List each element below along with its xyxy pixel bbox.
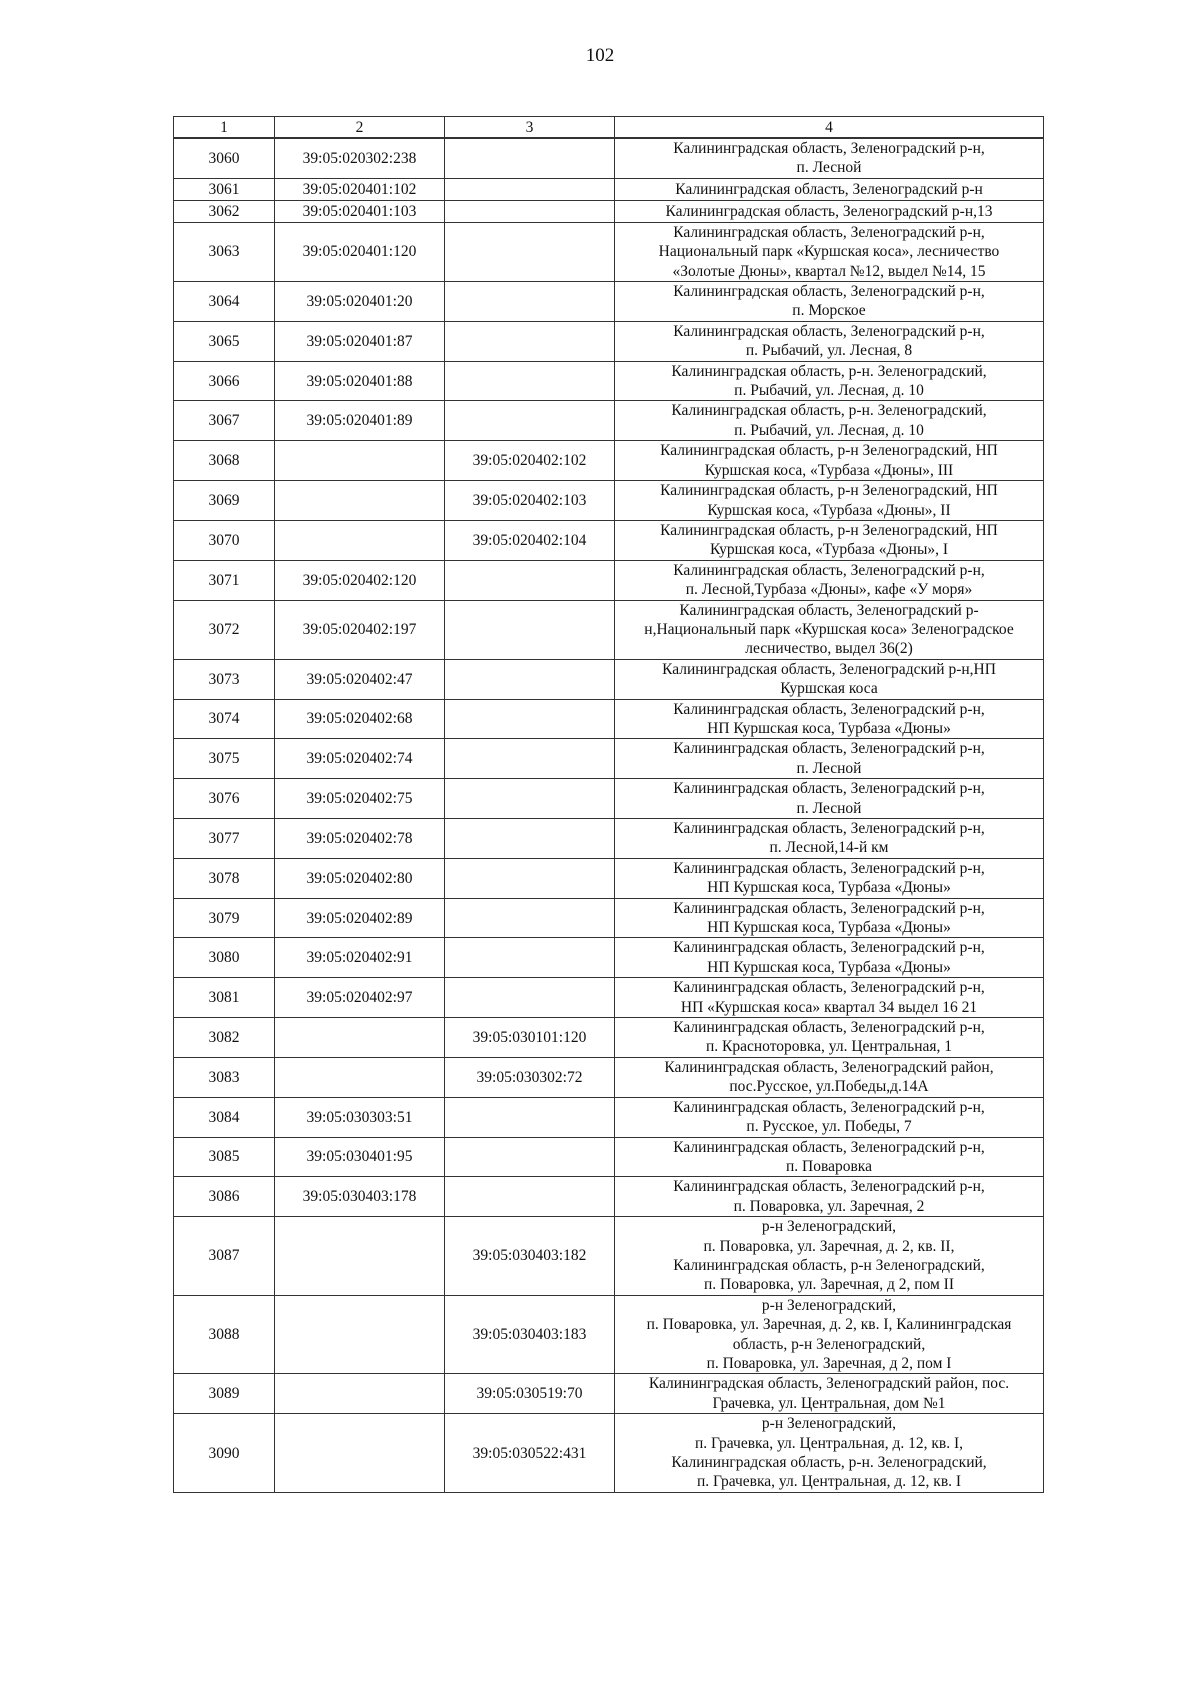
address-cell <box>615 1137 1044 1177</box>
table-row <box>174 819 1044 859</box>
table-row <box>174 779 1044 819</box>
cadastral-number-cell: 39:05:020402:75 <box>275 779 445 819</box>
table-body <box>174 138 1044 1492</box>
cadastral-number-cell: 39:05:020401:89 <box>275 401 445 441</box>
table-row <box>174 1137 1044 1177</box>
row-number-cell: 3076 <box>174 779 275 819</box>
related-number-cell: 39:05:030101:120 <box>445 1018 615 1058</box>
table-row <box>174 441 1044 481</box>
address-line: п. Рыбачий, ул. Лесная, д. 10 <box>734 382 924 400</box>
related-number-cell <box>445 819 615 859</box>
cadastral-number-cell: 39:05:020402:97 <box>275 978 445 1018</box>
address-line: пос.Русское, ул.Победы,д.14А <box>729 1078 929 1096</box>
cadastral-number-cell: 39:05:020402:91 <box>275 938 445 978</box>
table-row <box>174 282 1044 322</box>
address-line: область, р-н Зеленоградский, <box>732 1335 926 1353</box>
cadastral-number-cell: 39:05:020401:102 <box>275 178 445 200</box>
address-line: Калининградская область, Зеленоградский р-н, <box>673 740 985 758</box>
header-row <box>174 117 1044 139</box>
related-number-cell: 39:05:030403:183 <box>445 1295 615 1374</box>
address-cell <box>615 441 1044 481</box>
address-line: п. Лесной <box>796 759 862 777</box>
address-cell <box>615 659 1044 699</box>
row-number-cell: 3085 <box>174 1137 275 1177</box>
address-cell <box>615 560 1044 600</box>
address-line: Калининградская область, Зеленоградский р-н, <box>673 1098 985 1116</box>
address-line: п. Морское <box>792 302 866 320</box>
table-row <box>174 1217 1044 1296</box>
row-number-cell: 3081 <box>174 978 275 1018</box>
address-line: п. Поваровка, ул. Заречная, д 2, пом II <box>703 1276 955 1294</box>
address-line: Калининградская область, Зеленоградский р-н, <box>673 939 985 957</box>
address-line: Калининградская область, р-н Зеленоградский, НП <box>660 521 998 539</box>
address-line: Калининградская область, Зеленоградский р-н, <box>673 979 985 997</box>
row-number-cell: 3072 <box>174 600 275 659</box>
table-row <box>174 361 1044 401</box>
address-line: Калининградская область, Зеленоградский р-н, <box>673 899 985 917</box>
cadastral-number-cell: 39:05:020402:80 <box>275 858 445 898</box>
row-number-cell: 3075 <box>174 739 275 779</box>
table-row <box>174 520 1044 560</box>
address-line: п. Русское, ул. Победы, 7 <box>746 1118 912 1136</box>
cadastral-number-cell <box>275 441 445 481</box>
related-number-cell <box>445 858 615 898</box>
table-row <box>174 560 1044 600</box>
row-number-cell: 3074 <box>174 699 275 739</box>
table-row <box>174 1374 1044 1414</box>
related-number-cell: 39:05:020402:102 <box>445 441 615 481</box>
address-line: Грачевка, ул. Центральная, дом №1 <box>712 1394 946 1412</box>
address-line: Калининградская область, Зеленоградский р- <box>679 601 979 619</box>
address-cell <box>615 520 1044 560</box>
header-col-4: 4 <box>615 117 1044 139</box>
cadastral-number-cell: 39:05:030303:51 <box>275 1097 445 1137</box>
cadastral-number-cell: 39:05:020401:20 <box>275 282 445 322</box>
cadastral-number-cell: 39:05:020402:197 <box>275 600 445 659</box>
related-number-cell: 39:05:020402:103 <box>445 481 615 521</box>
address-cell <box>615 401 1044 441</box>
address-line: Калининградская область, Зеленоградский р-н, <box>673 322 985 340</box>
address-line: НП Куршская коса, Турбаза «Дюны» <box>707 919 951 937</box>
address-line: Калининградская область, Зеленоградский р-н, <box>673 1178 985 1196</box>
address-cell <box>615 739 1044 779</box>
address-line: п. Грачевка, ул. Центральная, д. 12, кв. I, <box>695 1434 963 1452</box>
related-number-cell <box>445 659 615 699</box>
table-row <box>174 1057 1044 1097</box>
address-line: р-н Зеленоградский, <box>761 1415 897 1433</box>
table-row <box>174 178 1044 200</box>
row-number-cell: 3061 <box>174 178 275 200</box>
related-number-cell <box>445 222 615 281</box>
row-number-cell: 3063 <box>174 222 275 281</box>
table-row <box>174 1295 1044 1374</box>
address-cell <box>615 600 1044 659</box>
address-line: Калининградская область, Зеленоградский р-н, <box>673 780 985 798</box>
address-line: Калининградская область, р-н. Зеленоградский, <box>671 362 987 380</box>
row-number-cell: 3067 <box>174 401 275 441</box>
table-row <box>174 1018 1044 1058</box>
related-number-cell: 39:05:020402:104 <box>445 520 615 560</box>
table-row <box>174 1177 1044 1217</box>
address-line: «Золотые Дюны», квартал №12, выдел №14, 15 <box>672 262 986 280</box>
address-line: п. Лесной,14-й км <box>769 839 889 857</box>
table-row <box>174 222 1044 281</box>
address-line: Калининградская область, Зеленоградский р-н <box>675 180 983 198</box>
table-row <box>174 978 1044 1018</box>
related-number-cell <box>445 1177 615 1217</box>
address-line: НП Куршская коса, Турбаза «Дюны» <box>707 879 951 897</box>
address-cell <box>615 1177 1044 1217</box>
address-line: Калининградская область, Зеленоградский р-н, <box>673 1138 985 1156</box>
row-number-cell: 3089 <box>174 1374 275 1414</box>
row-number-cell: 3068 <box>174 441 275 481</box>
cadastral-number-cell: 39:05:030401:95 <box>275 1137 445 1177</box>
cadastral-number-cell: 39:05:020401:103 <box>275 200 445 222</box>
address-line: НП Куршская коса, Турбаза «Дюны» <box>707 958 951 976</box>
related-number-cell <box>445 600 615 659</box>
address-cell <box>615 481 1044 521</box>
address-cell <box>615 819 1044 859</box>
address-line: Калининградская область, Зеленоградский р-н,13 <box>665 202 993 220</box>
address-line: п. Поваровка <box>786 1157 872 1175</box>
address-cell <box>615 978 1044 1018</box>
related-number-cell <box>445 138 615 178</box>
cadastral-number-cell: 39:05:020402:47 <box>275 659 445 699</box>
cadastral-number-cell <box>275 481 445 521</box>
table-row <box>174 739 1044 779</box>
related-number-cell <box>445 361 615 401</box>
registry-table <box>173 116 1044 1493</box>
address-line: лесничество, выдел 36(2) <box>745 640 913 658</box>
address-line: Куршская коса <box>780 680 878 698</box>
address-cell <box>615 200 1044 222</box>
row-number-cell: 3086 <box>174 1177 275 1217</box>
address-line: Калининградская область, Зеленоградский р-н, <box>673 140 985 157</box>
address-line: Куршская коса, «Турбаза «Дюны», II <box>707 501 951 519</box>
related-number-cell <box>445 321 615 361</box>
cadastral-number-cell <box>275 1374 445 1414</box>
address-line: Калининградская область, р-н. Зеленоградский, <box>671 402 987 420</box>
related-number-cell <box>445 1137 615 1177</box>
row-number-cell: 3062 <box>174 200 275 222</box>
row-number-cell: 3060 <box>174 138 275 178</box>
address-cell <box>615 1097 1044 1137</box>
related-number-cell <box>445 401 615 441</box>
address-line: Куршская коса, «Турбаза «Дюны», I <box>709 541 949 559</box>
related-number-cell <box>445 779 615 819</box>
address-cell <box>615 361 1044 401</box>
address-line: п. Поваровка, ул. Заречная, д. 2, кв. I, Калининградская <box>646 1316 1012 1334</box>
related-number-cell: 39:05:030403:182 <box>445 1217 615 1296</box>
address-line: п. Поваровка, ул. Заречная, 2 <box>733 1197 925 1215</box>
table-row <box>174 481 1044 521</box>
address-line: Куршская коса, «Турбаза «Дюны», III <box>704 461 954 479</box>
address-cell <box>615 1018 1044 1058</box>
address-line: п. Поваровка, ул. Заречная, д 2, пом I <box>706 1354 952 1372</box>
address-line: п. Рыбачий, ул. Лесная, 8 <box>745 342 913 360</box>
address-line: р-н Зеленоградский, <box>761 1296 897 1314</box>
address-line: Калининградская область, Зеленоградский р-н, <box>673 1019 985 1037</box>
address-line: Калининградская область, Зеленоградский р-н,НП <box>662 660 996 678</box>
related-number-cell: 39:05:030519:70 <box>445 1374 615 1414</box>
address-cell <box>615 858 1044 898</box>
address-cell <box>615 898 1044 938</box>
address-cell <box>615 178 1044 200</box>
address-cell <box>615 321 1044 361</box>
table-row <box>174 200 1044 222</box>
table-row <box>174 600 1044 659</box>
table-row <box>174 138 1044 178</box>
address-line: п. Лесной <box>796 159 862 177</box>
address-line: п. Лесной <box>796 799 862 817</box>
cadastral-number-cell: 39:05:020401:120 <box>275 222 445 281</box>
address-cell <box>615 222 1044 281</box>
cadastral-number-cell <box>275 1295 445 1374</box>
address-cell <box>615 1057 1044 1097</box>
address-line: Калининградская область, Зеленоградский р-н, <box>673 700 985 718</box>
cadastral-number-cell <box>275 1018 445 1058</box>
table-row <box>174 898 1044 938</box>
table-row <box>174 1097 1044 1137</box>
row-number-cell: 3064 <box>174 282 275 322</box>
address-line: Национальный парк «Куршская коса», лесничество <box>658 243 1000 261</box>
related-number-cell <box>445 282 615 322</box>
cadastral-number-cell <box>275 1414 445 1493</box>
related-number-cell <box>445 1097 615 1137</box>
cadastral-number-cell: 39:05:020402:74 <box>275 739 445 779</box>
row-number-cell: 3079 <box>174 898 275 938</box>
cadastral-number-cell <box>275 520 445 560</box>
related-number-cell: 39:05:030302:72 <box>445 1057 615 1097</box>
header-col-2: 2 <box>275 117 445 139</box>
address-cell <box>615 779 1044 819</box>
address-line: Калининградская область, Зеленоградский р-н, <box>673 561 985 579</box>
row-number-cell: 3077 <box>174 819 275 859</box>
row-number-cell: 3088 <box>174 1295 275 1374</box>
address-cell <box>615 138 1044 178</box>
row-number-cell: 3073 <box>174 659 275 699</box>
address-line: Калининградская область, р-н Зеленоградский, НП <box>660 442 998 460</box>
row-number-cell: 3082 <box>174 1018 275 1058</box>
related-number-cell <box>445 560 615 600</box>
cadastral-number-cell: 39:05:020401:87 <box>275 321 445 361</box>
address-line: Калининградская область, р-н. Зеленоградский, <box>671 1454 987 1471</box>
address-line: п. Лесной,Турбаза «Дюны», кафе «У моря» <box>685 581 973 599</box>
related-number-cell <box>445 178 615 200</box>
cadastral-number-cell <box>275 1217 445 1296</box>
cadastral-number-cell: 39:05:020302:238 <box>275 138 445 178</box>
cadastral-number-cell: 39:05:020402:68 <box>275 699 445 739</box>
address-line: п. Поваровка, ул. Заречная, д. 2, кв. II, <box>703 1237 955 1255</box>
related-number-cell <box>445 898 615 938</box>
row-number-cell: 3078 <box>174 858 275 898</box>
header-col-3: 3 <box>445 117 615 139</box>
cadastral-number-cell: 39:05:030403:178 <box>275 1177 445 1217</box>
cadastral-number-cell: 39:05:020402:120 <box>275 560 445 600</box>
address-line: р-н Зеленоградский, <box>761 1218 897 1236</box>
row-number-cell: 3083 <box>174 1057 275 1097</box>
address-line: Калининградская область, Зеленоградский р-н, <box>673 859 985 877</box>
row-number-cell: 3087 <box>174 1217 275 1296</box>
address-line: п. Рыбачий, ул. Лесная, д. 10 <box>734 421 924 439</box>
related-number-cell <box>445 699 615 739</box>
related-number-cell <box>445 978 615 1018</box>
related-number-cell <box>445 739 615 779</box>
row-number-cell: 3080 <box>174 938 275 978</box>
address-cell <box>615 938 1044 978</box>
header-col-1: 1 <box>174 117 275 139</box>
address-cell <box>615 1217 1044 1296</box>
table-row <box>174 1414 1044 1493</box>
table-row <box>174 858 1044 898</box>
address-line: Калининградская область, Зеленоградский р-н, <box>673 223 985 241</box>
table-row <box>174 321 1044 361</box>
address-line: Калининградская область, р-н Зеленоградский, <box>673 1256 985 1274</box>
address-line: Калининградская область, Зеленоградский р-н, <box>673 820 985 837</box>
related-number-cell <box>445 200 615 222</box>
address-line: п. Красноторовка, ул. Центральная, 1 <box>705 1038 953 1056</box>
table-header <box>174 117 1044 139</box>
row-number-cell: 3084 <box>174 1097 275 1137</box>
address-cell <box>615 1414 1044 1493</box>
cadastral-number-cell: 39:05:020402:89 <box>275 898 445 938</box>
row-number-cell: 3090 <box>174 1414 275 1493</box>
address-line: Калининградская область, Зеленоградский район, пос. <box>648 1375 1010 1393</box>
cadastral-number-cell <box>275 1057 445 1097</box>
row-number-cell: 3071 <box>174 560 275 600</box>
row-number-cell: 3070 <box>174 520 275 560</box>
table-row <box>174 659 1044 699</box>
row-number-cell: 3069 <box>174 481 275 521</box>
row-number-cell: 3066 <box>174 361 275 401</box>
address-cell <box>615 1374 1044 1414</box>
address-line: н,Национальный парк «Куршская коса» Зеленоградское <box>644 620 1014 638</box>
address-cell <box>615 699 1044 739</box>
address-line: п. Грачевка, ул. Центральная, д. 12, кв. I <box>696 1473 962 1491</box>
table-row <box>174 938 1044 978</box>
address-line: Калининградская область, Зеленоградский район, <box>664 1058 994 1076</box>
cadastral-number-cell: 39:05:020401:88 <box>275 361 445 401</box>
address-line: НП Куршская коса, Турбаза «Дюны» <box>707 719 951 737</box>
address-line: НП «Куршская коса» квартал 34 выдел 16 21 <box>680 998 978 1016</box>
address-cell <box>615 282 1044 322</box>
related-number-cell <box>445 938 615 978</box>
page-number: 102 <box>585 45 615 66</box>
address-line: Калининградская область, Зеленоградский р-н, <box>673 283 985 301</box>
row-number-cell: 3065 <box>174 321 275 361</box>
address-line: Калининградская область, р-н Зеленоградский, НП <box>660 482 998 500</box>
related-number-cell: 39:05:030522:431 <box>445 1414 615 1493</box>
table-row <box>174 401 1044 441</box>
table-row <box>174 699 1044 739</box>
address-cell <box>615 1295 1044 1374</box>
cadastral-number-cell: 39:05:020402:78 <box>275 819 445 859</box>
